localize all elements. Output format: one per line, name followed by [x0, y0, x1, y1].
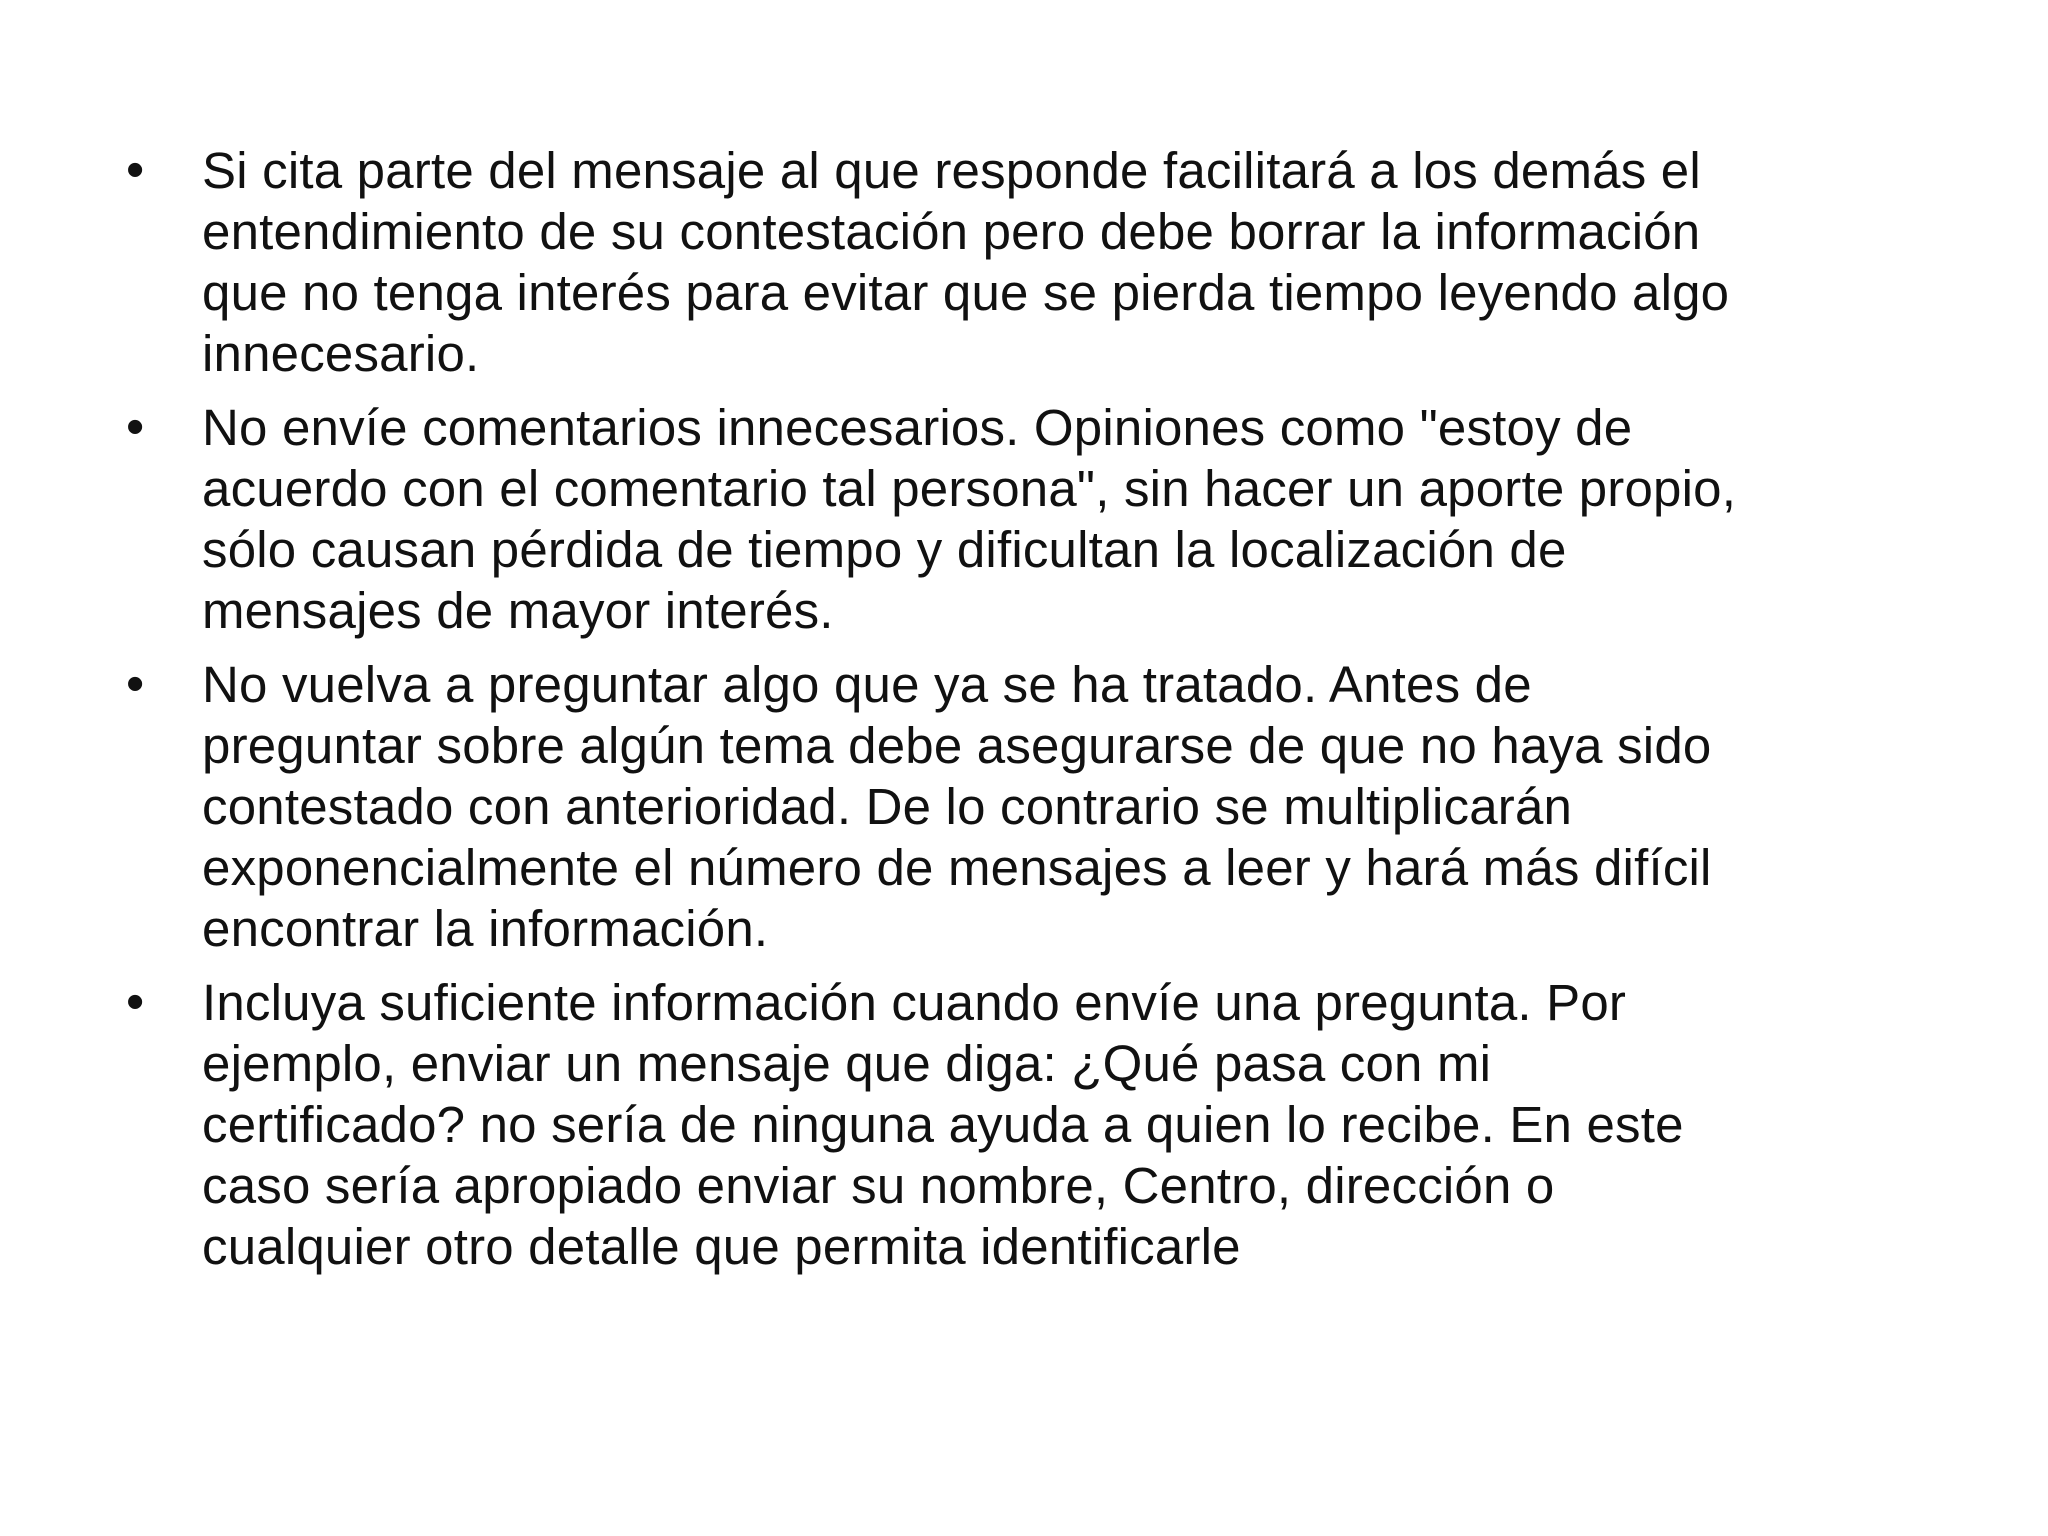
bullet-item-unnecessary-comments	[120, 397, 1960, 641]
bullet-text: Si cita parte del mensaje al que responde facilitará a los demás el entendimiento de su contestación pero debe borrar la información que no tenga interés para evitar que se pierda tiempo leyendo algo innecesario.	[202, 142, 1730, 382]
bullet-text: Incluya suficiente información cuando envíe una pregunta. Por ejemplo, enviar un mensaje que diga: ¿Qué pasa con mi certificado? no sería de ninguna ayuda a quien lo recibe. En este caso sería apropiado enviar su nombre, Centro, dirección o cualquier otro detalle que permita identificarle	[202, 974, 1684, 1275]
bullet-item-sufficient-info	[120, 972, 1960, 1277]
bullet-item-repeat-questions	[120, 654, 1960, 959]
bullet-text: No vuelva a preguntar algo que ya se ha tratado. Antes de preguntar sobre algún tema debe asegurarse de que no haya sido contestado con anterioridad. De lo contrario se multiplicarán exponencialmente el número de mensajes a leer y hará más difícil encontrar la información.	[202, 656, 1712, 957]
bullet-icon: •	[126, 655, 145, 713]
bullet-text: No envíe comentarios innecesarios. Opiniones como "estoy de acuerdo con el comentario tal persona", sin hacer un aporte propio, sólo causan pérdida de tiempo y dificultan la localización de mensajes de mayor interés.	[202, 399, 1737, 639]
bullet-list	[120, 140, 1960, 1290]
bullet-icon: •	[126, 398, 145, 456]
bullet-item-quote-reply	[120, 140, 1960, 384]
bullet-icon: •	[126, 973, 145, 1031]
bullet-icon: •	[126, 141, 145, 199]
